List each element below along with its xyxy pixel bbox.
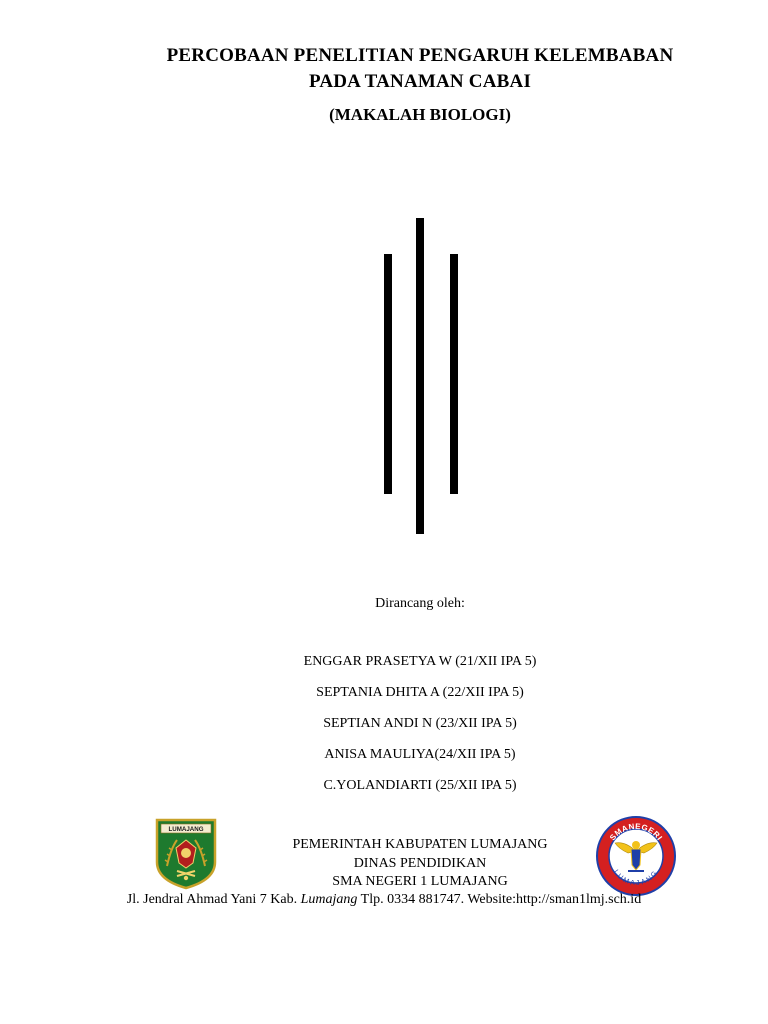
decorative-bar-right (450, 254, 458, 494)
institution-line-1: PEMERINTAH KABUPATEN LUMAJANG (292, 837, 548, 852)
member-list (36, 652, 768, 807)
decorative-bar-center (416, 218, 424, 534)
emblem-ring-top-text: SMANEGERI (607, 821, 665, 843)
school-emblem-icon (595, 815, 677, 897)
address-suffix: Tlp. 0334 881747. Website:http://sman1lmj.sch.id (357, 892, 642, 907)
document-title-line-2: PADA TANAMAN CABAI (308, 71, 532, 92)
address-city: Lumajang (300, 892, 358, 907)
address-prefix: Jl. Jendral Ahmad Yani 7 Kab. (126, 892, 301, 907)
institution-line-3: SMA NEGERI 1 LUMAJANG (332, 874, 508, 889)
document-title-line-1: PERCOBAAN PENELITIAN PENGARUH KELEMBABAN (166, 45, 674, 66)
school-address (0, 892, 768, 908)
member-item: ANISA MAULIYA(24/XII IPA 5) (324, 747, 516, 762)
institution-line-2: DINAS PENDIDIKAN (353, 856, 487, 871)
member-item: SEPTANIA DHITA A (22/XII IPA 5) (316, 685, 524, 700)
decorative-bar-left (384, 254, 392, 494)
emblem-ring-bottom-text: LUMAJANG (612, 868, 661, 888)
member-item: ENGGAR PRASETYA W (21/XII IPA 5) (303, 654, 537, 669)
document-subtitle: (MAKALAH BIOLOGI) (329, 105, 511, 124)
designed-by-label: Dirancang oleh: (375, 596, 465, 611)
member-item: C.YOLANDIARTI (25/XII IPA 5) (323, 778, 517, 793)
crest-banner-text: LUMAJANG (168, 826, 204, 834)
member-item: SEPTIAN ANDI N (23/XII IPA 5) (323, 716, 517, 731)
